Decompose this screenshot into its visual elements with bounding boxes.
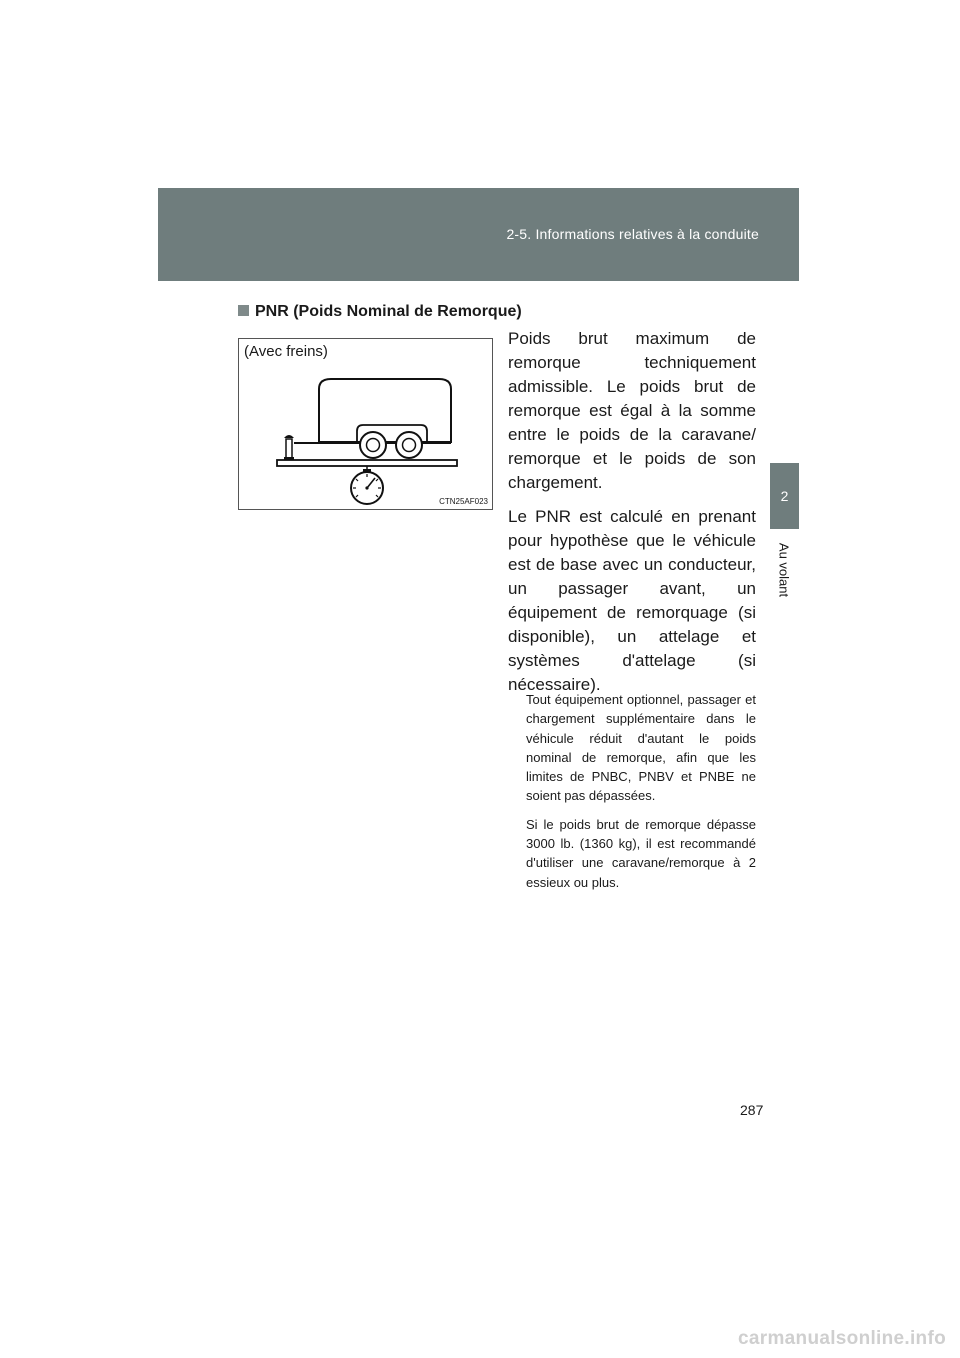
section-heading-text: PNR (Poids Nominal de Remorque) — [255, 303, 522, 320]
note-paragraph: Si le poids brut de remorque dépasse 3000 lb. (1360 kg), il est recommandé d'utiliser une caravane/remorque à 2 essieux ou plus. — [526, 816, 756, 890]
hitch-head — [284, 435, 294, 438]
chapter-tab-label: Au volant — [776, 542, 792, 598]
heading-square-icon — [238, 305, 249, 316]
section-heading — [238, 303, 522, 321]
main-body-text — [508, 327, 756, 707]
figure-code: CTN25AF023 — [439, 497, 488, 506]
wheel-front — [360, 432, 386, 458]
note-text — [526, 690, 756, 901]
figure-trailer-weight — [238, 338, 493, 510]
wheel-rear — [396, 432, 422, 458]
page-number: 287 — [740, 1102, 764, 1118]
chapter-tab-number: 2 — [780, 488, 789, 504]
trailer-on-scale-icon — [239, 339, 494, 511]
chapter-section-title: 2-5. Informations relatives à la conduite — [506, 226, 759, 242]
body-paragraph: Poids brut maximum de remorque techniquement admissible. Le poids brut de remorque est égal à la somme entre le poids de la caravane/ remorque et le poids de son chargement. — [508, 329, 756, 492]
scale-platform — [277, 460, 457, 466]
note-paragraph: Tout équipement optionnel, passager et chargement supplémentaire dans le véhicule réduit d'autant le poids nominal de remorque, afin que les limites de PNBC, PNBV et PNBE ne soient pas dépassées. — [526, 692, 756, 804]
chapter-header-band — [158, 188, 799, 281]
chapter-tab — [770, 463, 799, 529]
hitch-post — [286, 439, 292, 459]
watermark-text: carmanualsonline.info — [738, 1328, 946, 1349]
figure-caption: (Avec freins) — [244, 343, 328, 360]
body-paragraph: Le PNR est calculé en prenant pour hypothèse que le véhicule est de base avec un conducteur, un passager avant, un équipement de remorquage (si disponible), un attelage et systèmes d'attelage (si nécessaire). — [508, 507, 756, 694]
trailer-body-shape — [319, 379, 451, 442]
